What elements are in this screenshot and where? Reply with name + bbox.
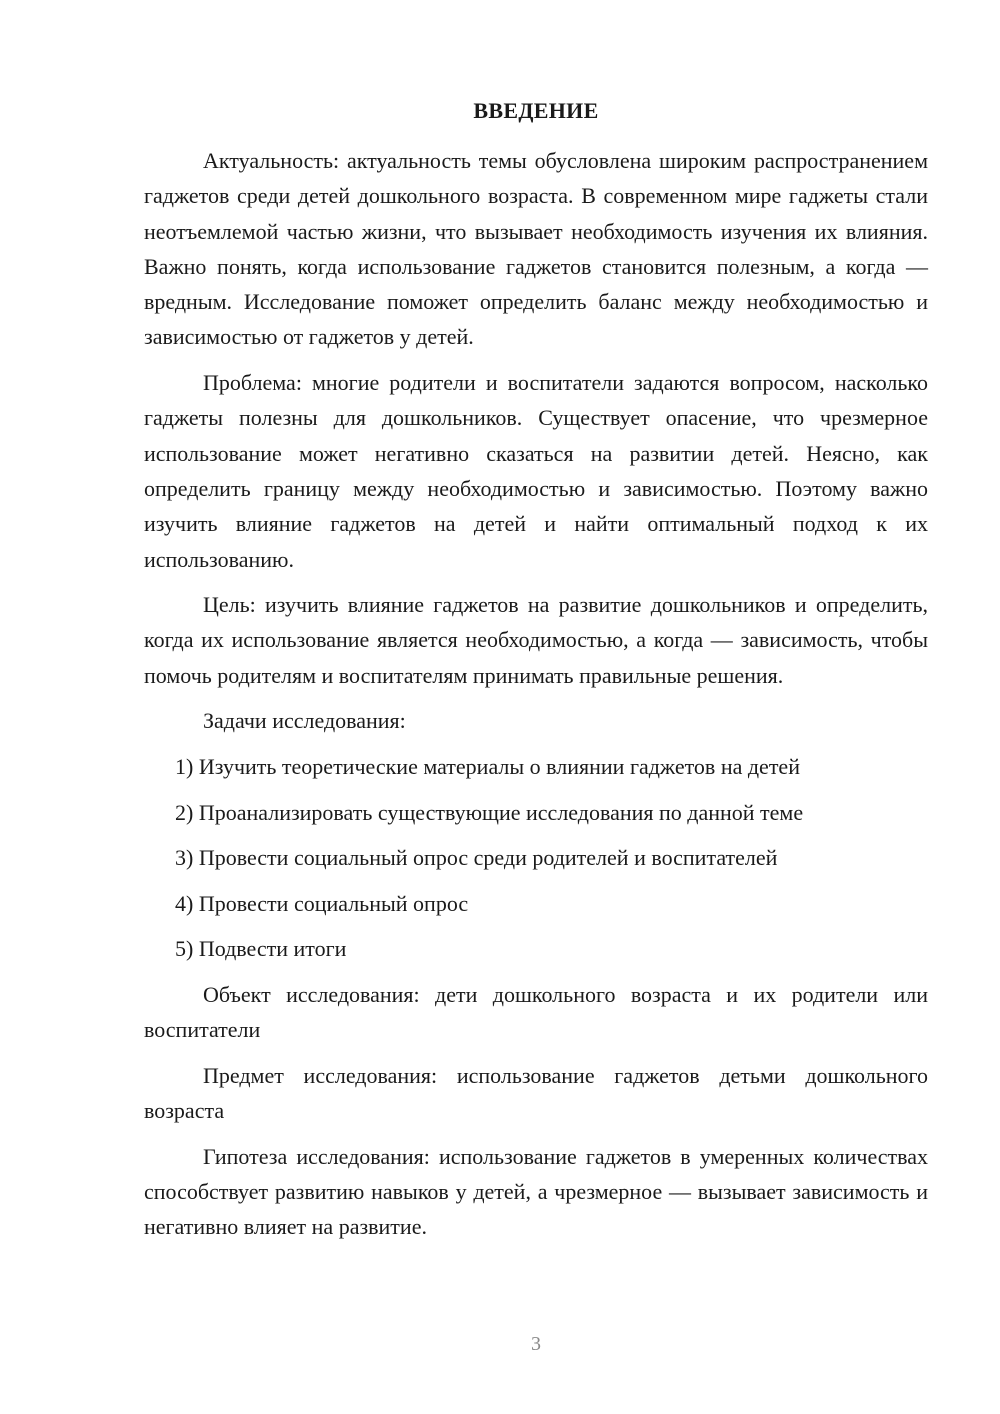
task-item: 4) Провести социальный опрос bbox=[175, 890, 469, 916]
hypothesis-paragraph: Гипотеза исследования: использование гаджетов в умеренных количествах способствует развитию навыков у детей, а чрезмерное — вызывает зависимость и негативно влияет на развитие. bbox=[144, 1143, 928, 1240]
task-item: 3) Провести социальный опрос среди родителей и воспитателей bbox=[175, 845, 778, 871]
task-item: 1) Изучить теоретические материалы о влиянии гаджетов на детей bbox=[175, 753, 800, 779]
goal-paragraph: Цель: изучить влияние гаджетов на развитие дошкольников и определить, когда их использование является необходимостью, а когда — зависимость, чтобы помочь родителям и воспитателям принимать правильные решения. bbox=[144, 592, 928, 688]
page-title: ВВЕДЕНИЕ bbox=[473, 98, 599, 123]
subject-paragraph: Предмет исследования: использование гаджетов детьми дошкольного возраста bbox=[144, 1062, 928, 1124]
page-number: 3 bbox=[531, 1333, 541, 1355]
tasks-title: Задачи исследования: bbox=[203, 708, 406, 734]
object-paragraph: Объект исследования: дети дошкольного возраста и их родители или воспитатели bbox=[144, 981, 928, 1043]
task-item: 2) Проанализировать существующие исследования по данной теме bbox=[175, 799, 804, 825]
relevance-paragraph: Актуальность: актуальность темы обусловлена широким распространением гаджетов среди детей дошкольного возраста. В современном мире гаджеты стали неотъемлемой частью жизни, что вызывает необходимость изучения их влияния. Важно понять, когда использование гаджетов становится полезным, а когда — вредным. Исследование поможет определить баланс между необходимостью и зависимостью от гаджетов у детей. bbox=[144, 148, 928, 350]
task-item: 5) Подвести итоги bbox=[175, 936, 347, 962]
problem-paragraph: Проблема: многие родители и воспитатели задаются вопросом, насколько гаджеты полезны для дошкольников. Существует опасение, что чрезмерное использование может негативно сказаться на развитии детей. Неясно, как определить границу между необходимостью и зависимостью. Поэтому важно изучить влияние гаджетов на детей и найти оптимальный подход к их использованию. bbox=[144, 370, 928, 572]
document-body bbox=[144, 143, 928, 1245]
document-page bbox=[144, 0, 928, 1414]
